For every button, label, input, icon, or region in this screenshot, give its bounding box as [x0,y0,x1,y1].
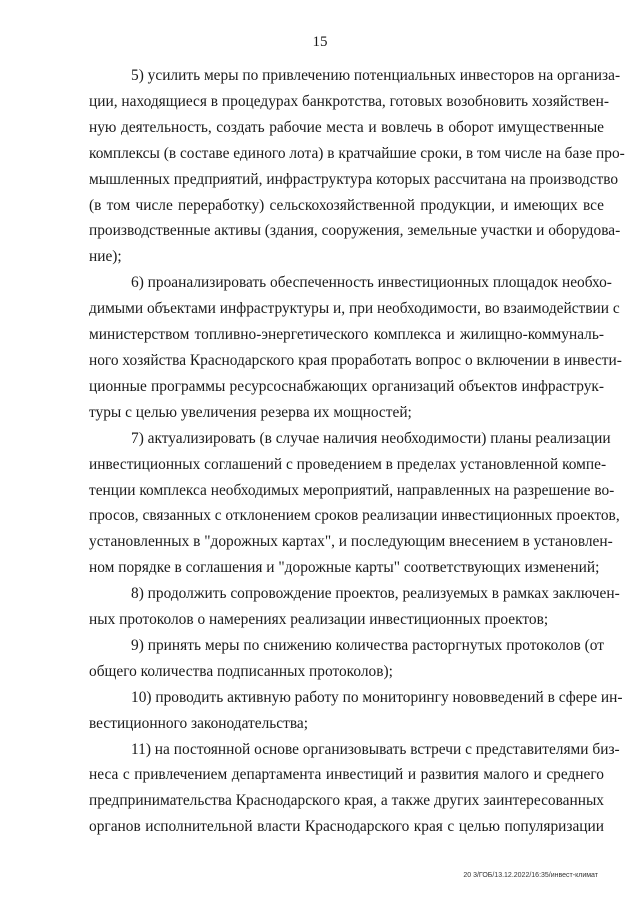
text-line: ную деятельность, создать рабочие места и вовлечь в оборот имущественные [89,118,604,136]
text-line: общего количества подписанных протоколов); [89,662,393,680]
text-line: (в том числе переработку) сельскохозяйственной продукции, и имеющих все [89,196,604,214]
text-line: 7) актуализировать (в случае наличия необходимости) планы реализации [131,429,611,447]
paragraph-item-9 [89,633,604,685]
text-line: инвестиционных соглашений с проведением в пределах установленной компе- [89,455,607,473]
text-line: комплексы (в составе единого лота) в кратчайшие сроки, в том числе на базе про- [89,144,625,162]
document-body [89,63,625,840]
text-line: установленных в "дорожных картах", и последующим внесением в установлен- [89,533,613,551]
text-line: просов, связанных с отклонением сроков реализации инвестиционных проектов, [89,507,620,525]
text-line: 9) принять меры по снижению количества расторгнутых протоколов (от [131,636,604,654]
paragraph-item-6 [89,270,622,425]
paragraph-item-8 [89,581,620,633]
text-line: органов исполнительной власти Краснодарского края с целью популяризации [89,818,604,836]
text-line: ние); [89,248,122,266]
text-line: предпринимательства Краснодарского края, а также других заинтересованных [89,792,604,810]
text-line: неса с привлечением департамента инвестиций и развития малого и среднего [89,766,604,784]
text-line: вестиционного законодательства; [89,714,309,732]
text-line: димыми объектами инфраструктуры и, при необходимости, во взаимодействии с [89,300,620,318]
paragraph-item-11 [89,737,620,841]
text-line: 10) проводить активную работу по мониторингу нововведений в сфере ин- [131,688,623,706]
text-line: 11) на постоянной основе организовывать встречи с представителями биз- [131,740,620,758]
text-line: 5) усилить меры по привлечению потенциальных инвесторов на организа- [131,67,621,84]
text-line: ции, находящиеся в процедурах банкротства, готовых возобновить хозяйствен- [89,92,609,110]
paragraph-item-5 [89,63,625,270]
paragraph-item-10 [89,685,623,737]
text-line: ционные программы ресурсоснабжающих организаций объектов инфраструк- [89,377,604,395]
paragraph-item-7 [89,426,620,581]
text-line: ных протоколов о намерениях реализации инвестиционных проектов; [89,611,549,629]
text-line: 6) проанализировать обеспеченность инвестиционных площадок необхо- [131,274,612,292]
text-line: ного хозяйства Краснодарского края проработать вопрос о включении в инвести- [89,351,622,369]
text-line: 8) продолжить сопровождение проектов, реализуемых в рамках заключен- [131,585,620,603]
page-number: 15 [312,34,328,50]
text-line: тенции комплекса необходимых мероприятий, направленных на разрешение во- [89,481,615,499]
document-footer-code: 20 3/ГОБ/13.12.2022/16:35/инвест-климат [463,872,598,879]
text-line: ном порядке в соглашения и "дорожные карты" соответствующих изменений; [89,559,600,577]
text-line: производственные активы (здания, сооружения, земельные участки и оборудова- [89,222,621,240]
text-line: туры с целью увеличения резерва их мощностей; [89,403,412,421]
text-line: мышленных предприятий, инфраструктура которых рассчитана на производство [89,170,619,188]
text-line: министерством топливно-энергетического комплекса и жилищно-коммуналь- [89,326,604,344]
